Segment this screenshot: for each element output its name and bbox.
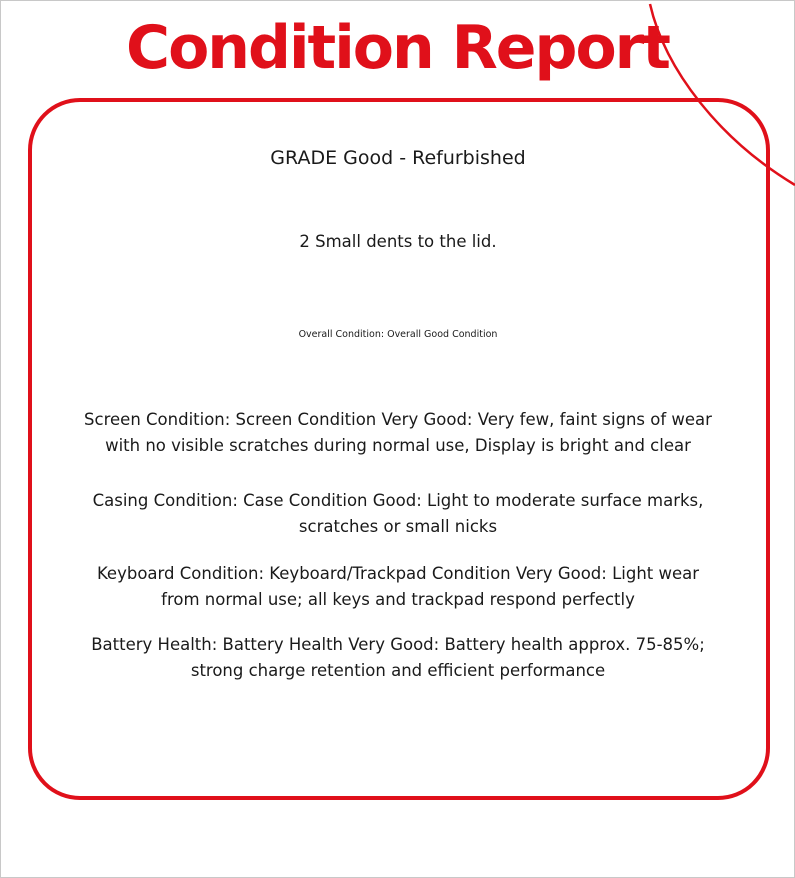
page-title: Condition Report [126,13,669,83]
keyboard-condition [48,561,748,613]
screen-condition-line-1: Screen Condition: Screen Condition Very Good: Very few, faint signs of wear [84,410,712,429]
casing-condition-line-1: Casing Condition: Case Condition Good: Light to moderate surface marks, [92,491,704,510]
battery-health-line-1: Battery Health: Battery Health Very Good: Battery health approx. 75-85%; [91,635,705,654]
screen-condition [48,407,748,459]
screen-condition-line-2: with no visible scratches during normal use, Display is bright and clear [105,436,691,455]
keyboard-condition-line-1: Keyboard Condition: Keyboard/Trackpad Condition Very Good: Light wear [96,564,700,583]
overall-condition-text: Overall Condition: Overall Good Condition [298,329,498,340]
casing-condition [48,488,748,540]
notes-text: 2 Small dents to the lid. [299,232,497,251]
battery-health-line-2: strong charge retention and efficient performance [190,661,606,680]
grade-text: GRADE Good - Refurbished [270,147,526,169]
keyboard-condition-line-2: from normal use; all keys and trackpad respond perfectly [161,590,635,609]
battery-health [48,632,748,684]
casing-condition-line-2: scratches or small nicks [298,517,498,536]
